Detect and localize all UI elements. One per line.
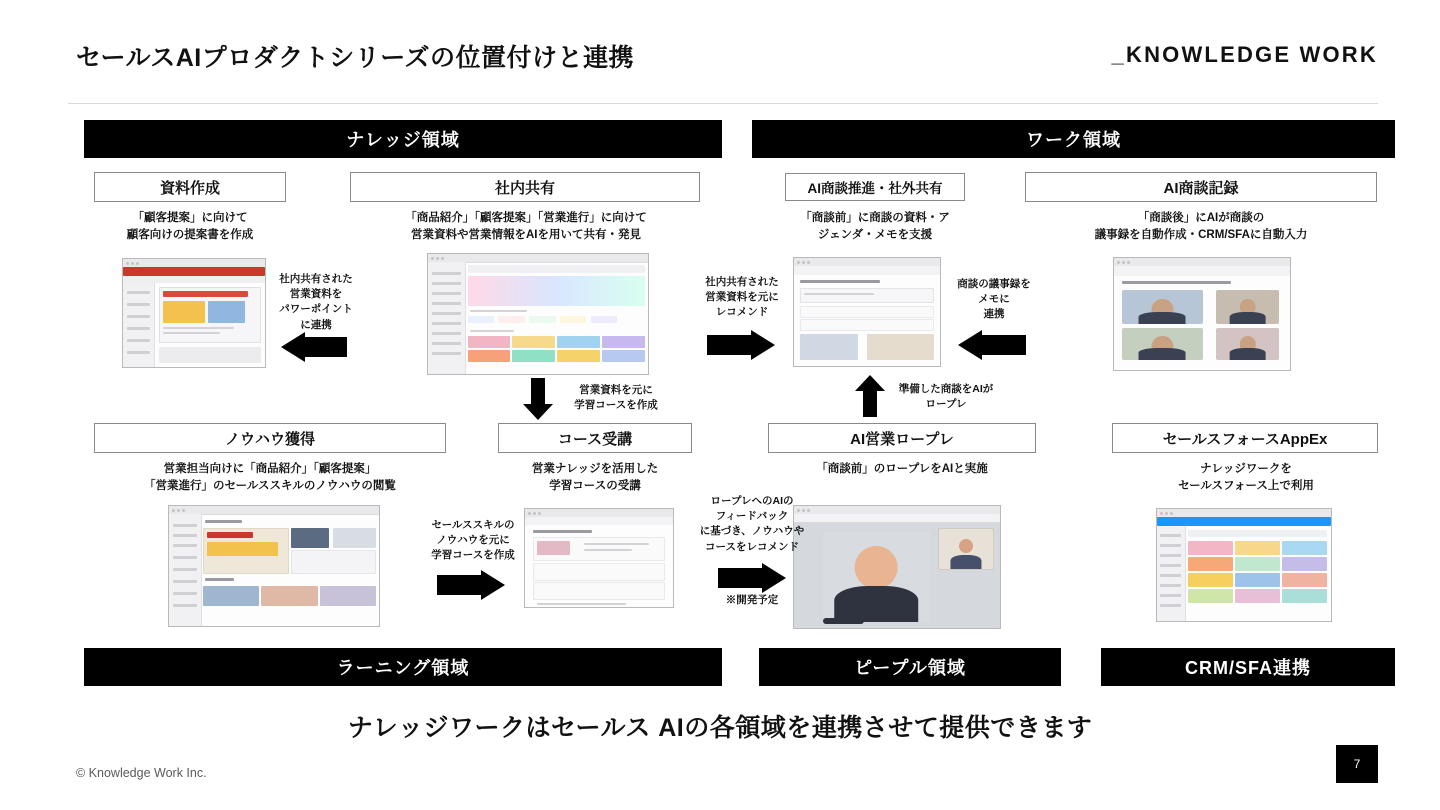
screenshot-ai-shodan-suishin [793,257,941,367]
window-body [1157,517,1331,621]
desc-course-jukou [488,461,702,494]
page-title: セールスAIプロダクトシリーズの位置付けと連携 [76,44,635,72]
arrow-roleplay-up [855,375,885,417]
window-body [123,267,265,367]
toolbar [123,276,265,283]
screenshot-course-jukou [524,508,674,608]
window-body [1114,266,1290,370]
note-line: 営業資料を元に [705,291,779,304]
salesforce-header [1157,517,1331,526]
course-card [533,582,665,600]
note-line: 社内共有された [279,273,353,285]
ribbon [123,267,265,276]
note-line: フィードバック [715,510,789,523]
note-line: 準備した商談をAIが [898,383,994,395]
chip [498,316,524,323]
card-grid [468,336,645,362]
window-body [794,266,940,366]
card-image [207,542,278,556]
agenda-block [800,288,934,303]
desc-line: 営業資料や営業情報をAIを用いて共有・発見 [411,228,641,241]
ai-avatar [823,532,930,622]
copyright: © Knowledge Work Inc. [76,766,207,780]
note-share-to-reco [690,275,794,321]
note-share-to-ppt [268,272,364,333]
brand-logo: _KNOWLEDGE WORK [1111,42,1378,67]
chip [560,316,586,323]
app-header [525,517,673,525]
window-body [428,262,648,374]
desc-line: 「商品紹介」「顧客提案」「営業進行」に向けて [405,212,647,224]
course-thumb [537,541,570,555]
note-line: セールススキルの [431,519,515,531]
desc-ai-roleplay [760,461,1044,478]
desc-salesforce-appex [1106,461,1386,494]
search-bar [1188,530,1327,537]
product-box-ai-roleplay[interactable]: AI営業ロープレ [768,423,1036,453]
participant-video [938,528,994,570]
note-line: 営業資料を元に [579,384,653,396]
banner-crm: CRM/SFA連携 [1101,648,1395,686]
app-header [1114,266,1290,276]
screenshot-ai-shodan-kiroku [1113,257,1291,371]
desc-line: 「商談後」にAIが商談の [1137,212,1265,224]
participant-video [1216,290,1279,324]
content-card [291,550,376,574]
note-line: 商談の議事録を [957,278,1031,290]
attachment-preview [800,334,858,360]
desc-line: 「顧客提案」に向けて [132,212,248,224]
content-card [333,528,376,548]
banner-work: ワーク領域 [752,120,1395,158]
banner-learning: ラーニング領域 [84,648,722,686]
desc-ai-shodan-kiroku [1018,210,1384,243]
note-line: 社内共有された [705,276,779,288]
product-box-shiryo-sakusei[interactable]: 資料作成 [94,172,286,202]
desc-line: 「営業進行」のセールススキルのノウハウの閲覧 [144,479,396,492]
course-card [533,563,665,581]
note-line: メモに [978,293,1010,306]
screenshot-shiryo-sakusei [122,258,266,368]
note-skill-to-course [410,518,536,564]
nav-rail [169,514,202,626]
slide-image [208,301,245,323]
note-line: ノウハウを元に [436,534,510,547]
slide-title-bar [163,291,248,297]
page-number: 7 [1336,745,1378,783]
note-line: 連携 [983,308,1005,321]
banner-knowledge: ナレッジ領域 [84,120,722,158]
desc-line: 「商談前」に商談の資料・ア [800,212,950,224]
chip [591,316,617,323]
note-line: コースをレコメンド [705,540,799,553]
notes-pane [159,347,262,363]
app-header [794,514,1000,522]
screenshot-salesforce-appex [1156,508,1332,622]
desc-line: 「商談前」のロープレをAIと実施 [816,463,988,475]
card-title [207,532,253,538]
nav-rail [1157,526,1186,621]
arrow-roleplay-feedback [718,563,786,593]
screenshot-ai-roleplay [793,505,1001,629]
content-card [291,528,329,548]
list-row [800,306,934,318]
product-box-shanai-kyoyu[interactable]: 社内共有 [350,172,700,202]
note-line: に連携 [300,318,332,331]
desc-line: 営業ナレッジを活用した [531,463,659,475]
hero-banner [468,276,645,306]
arrow-share-to-reco [707,330,775,360]
desc-line: ナレッジワークを [1200,463,1292,475]
note-line: レコメンド [715,306,769,319]
footer-tagline: ナレッジワークはセールス AIの各領域を連携させて提供できます [347,714,1093,742]
note-roleplay-feedback [688,494,816,555]
arrow-share-to-ppt [281,332,347,362]
attachment-preview [867,334,934,360]
desc-line: ジェンダ・メモを支援 [817,228,933,241]
arrow-minutes-to-memo [958,330,1026,360]
note-line: パワーポイント [279,303,353,316]
note-line: ロープレ [925,398,967,411]
arrow-share-to-course [523,378,553,420]
arrow-skill-to-course [437,570,505,600]
app-header [794,266,940,275]
product-box-nouhau-kakutoku[interactable]: ノウハウ獲得 [94,423,446,453]
desc-line: セールスフォース上で利用 [1178,479,1314,492]
desc-line: 顧客向けの提案書を作成 [126,228,254,241]
participant-video [1122,328,1203,360]
window-body [525,517,673,607]
desc-line: 議事録を自動作成・CRM/SFAに自動入力 [1094,228,1308,241]
product-box-course-jukou[interactable]: コース受講 [498,423,692,453]
desc-shiryo-sakusei [84,210,296,243]
note-line: ロープレへのAIの [710,495,794,507]
slide-rail [123,283,155,367]
note-planned: ※開発予定 [725,594,779,606]
control-pill [823,618,864,624]
nav-rail [428,262,466,374]
participant-video [1122,290,1203,324]
note-roleplay-ready [892,382,1000,412]
header-divider [68,103,1378,104]
note-line: 営業資料を [289,288,343,301]
banner-people: ピープル領域 [759,648,1061,686]
chip [468,316,494,323]
screenshot-shanai-kyoyu [427,253,649,375]
screenshot-nouhau-kakutoku [168,505,380,627]
card-grid [1188,541,1327,603]
list-row [800,319,934,331]
window-body [169,514,379,626]
desc-shanai-kyoyu [340,210,712,243]
note-course-from-sales [556,383,676,413]
participant-video [1216,328,1279,360]
note-line: 学習コースを作成 [431,549,515,562]
product-box-ai-shodan-suishin[interactable]: AI商談推進・社外共有 [785,173,965,201]
card-grid [203,586,376,606]
product-box-salesforce-appex[interactable]: セールスフォースAppEx [1112,423,1378,453]
note-line: に基づき、ノウハウや [699,525,805,538]
slide-image [163,301,206,323]
desc-nouhau-kakutoku [84,461,456,494]
desc-ai-shodan-suishin [768,210,982,243]
search-bar [468,265,645,273]
desc-line: 学習コースの受講 [549,479,641,492]
product-box-ai-shodan-kiroku[interactable]: AI商談記録 [1025,172,1377,202]
desc-line: 営業担当向けに「商品紹介」「顧客提案」 [163,463,377,475]
window-body [794,514,1000,628]
note-line: 学習コースを作成 [574,399,658,412]
note-minutes-to-memo [944,277,1044,323]
chip [529,316,555,323]
